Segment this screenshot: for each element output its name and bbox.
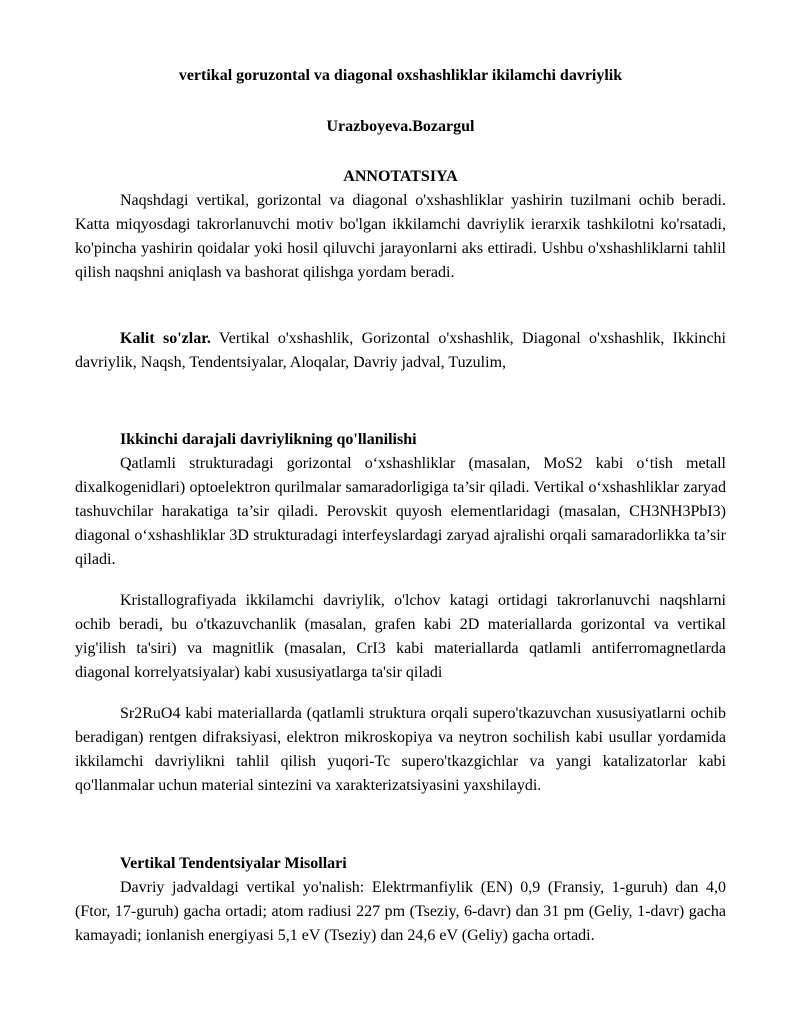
section-heading-vertical-trends: Vertikal Tendentsiyalar Misollari xyxy=(120,855,347,872)
keywords-paragraph xyxy=(75,327,726,375)
section1-paragraph-1: Qatlamli strukturadagi gorizontal o‘xshashliklar (masalan, MoS2 kabi o‘tish metall dixalkogenidlari) optoelektron qurilmalar samaradorligiga ta’sir qiladi. Vertikal o‘xshashliklar zaryad tashuvchilar harakatiga ta’sir qiladi. Perovskit quyosh elementlaridagi (masalan, CH3NH3PbI3) diagonal o‘xshashliklar 3D strukturadagi interfeyslardagi zaryad ajralishi orqali samaradorlikka ta’sir qiladi. xyxy=(75,455,726,568)
keywords-list: Vertikal o'xshashlik, Gorizontal o'xshashlik, Diagonal o'xshashlik, Ikkinchi davriylik, Naqsh, Tendentsiyalar, Aloqalar, Davriy jadval, Tuzulim, xyxy=(75,330,726,371)
section1-paragraph-3: Sr2RuO4 kabi materiallarda (qatlamli struktura orqali supero'tkazuvchan xususiyatlarni ochib beradigan) rentgen difraksiyasi, elektron mikroskopiya va neytron sochilish kabi usullar yordamida ikkilamchi davriylikni tahlil qilish yuqori-Tc supero'tkazgichlar va yangi katalizatorlar kabi qo'llanmalar uchun material sintezini va xarakterizatsiyasini yaxshilaydi. xyxy=(75,705,726,794)
paper-title: vertikal goruzontal va diagonal oxshashliklar ikilamchi davriylik xyxy=(178,67,623,84)
section2-paragraph: Davriy jadvaldagi vertikal yo'nalish: Elektrmanfiylik (EN) 0,9 (Fransiy, 1-guruh) dan 4,0 (Ftor, 17-guruh) gacha ortadi; atom radiusi 227 pm (Tseziy, 6-davr) dan 31 pm (Geliy, 1-davr) gacha kamayadi; ionlanish energiyasi 5,1 eV (Tseziy) dan 24,6 eV (Geliy) gacha ortadi. xyxy=(75,879,726,944)
annotation-paragraph: Naqshdagi vertikal, gorizontal va diagonal o'xshashliklar yashirin tuzilmani ochib beradi. Katta miqyosdagi takrorlanuvchi motiv bo'lgan ikkilamchi davriylik ierarxik tashkilotni ko'rsatadi, ko'pincha yashirin qoidalar yoki hosil qiluvchi jarayonlarni aks ettiradi. Ushbu o'xshashliklarni tahlil qilish naqshni aniqlash va bashorat qilishga yordam beradi. xyxy=(75,192,726,281)
section1-paragraph-2: Kristallografiyada ikkilamchi davriylik, o'lchov katagi ortidagi takrorlanuvchi naqshlarni ochib beradi, bu o'tkazuvchanlik (masalan, grafen kabi 2D materiallarda gorizontal va vertikal yig'ilish ta'siri) va magnitlik (masalan, CrI3 kabi materiallarda qatlamli antiferromagnetlarda diagonal korrelyatsiyalar) kabi xususiyatlarga ta'sir qiladi xyxy=(75,592,726,681)
keywords-label: Kalit so'zlar. xyxy=(120,330,211,347)
author-name: Urazboyeva.Bozargul xyxy=(326,118,475,135)
section-heading-applications: Ikkinchi darajali davriylikning qo'llanilishi xyxy=(120,431,417,448)
annotation-heading: ANNOTATSIYA xyxy=(343,168,458,185)
